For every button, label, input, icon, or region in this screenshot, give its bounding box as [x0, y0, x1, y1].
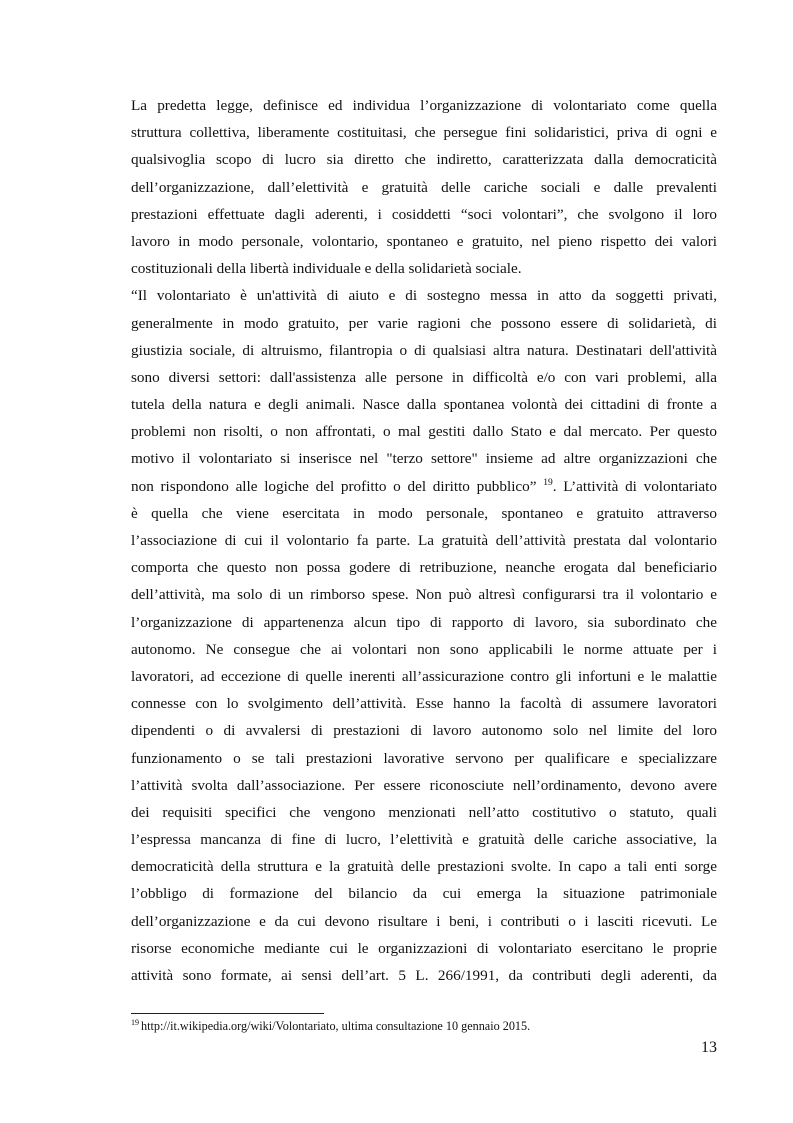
footnote-number: 19	[131, 1017, 139, 1027]
footnote-text[interactable]: http://it.wikipedia.org/wiki/Volontariato, ultima consultazione 10 gennaio 2015.	[141, 1019, 531, 1033]
text-line: l’obbligo di formazione del bilancio da cui emerga la situazione patrimoniale	[131, 885, 717, 903]
text-line: l’organizzazione di appartenenza alcun tipo di rapporto di lavoro, sia subordinato che	[131, 613, 717, 631]
text-line: democraticità della struttura e la gratuità delle prestazioni svolte. In capo a tali enti sorge	[131, 858, 717, 876]
text-line: dei requisiti specifici che vengono menzionati nell’atto costitutivo o statuto, quali	[131, 803, 717, 821]
footnote	[131, 1018, 530, 1034]
text-line: lavoro in modo personale, volontario, spontaneo e gratuito, nel pieno rispetto dei valori	[131, 232, 717, 250]
text-line: problemi non risolti, o non affrontati, o mal gestiti dallo Stato e dal mercato. Per questo	[131, 423, 717, 441]
text-line: connesse con lo svolgimento dell’attività. Esse hanno la facoltà di assumere lavoratori	[131, 695, 717, 713]
text-line: l’espressa mancanza di fine di lucro, l’elettività e gratuità delle cariche associative, la	[131, 831, 717, 849]
text-line: comporta che questo non possa godere di retribuzione, neanche erogata dal beneficiario	[131, 559, 717, 577]
text-line: qualsivoglia scopo di lucro sia diretto che indiretto, caratterizzata dalla democraticità	[131, 151, 717, 169]
text-line: sono diversi settori: dall'assistenza alle persone in difficoltà e/o con vari problemi, alla	[131, 368, 717, 386]
text-line: è quella che viene esercitata in modo personale, spontaneo e gratuito attraverso	[131, 504, 717, 522]
text-line: tutela della natura e degli animali. Nasce dalla spontanea volontà dei cittadini di fronte a	[131, 396, 717, 414]
text-line: attività sono formate, ai sensi dell’art. 5 L. 266/1991, da contributi degli aderenti, da	[131, 967, 717, 984]
text-line: prestazioni effettuate dagli aderenti, i cosiddetti “soci volontari”, che svolgono il loro	[131, 205, 717, 223]
text-line-with-footnote-ref	[131, 473, 717, 500]
page-number: 13	[701, 1039, 717, 1056]
text-line: l’attività svolta dall’associazione. Per essere riconosciute nell’ordinamento, devono avere	[131, 776, 717, 794]
footnote-separator	[131, 1013, 324, 1014]
text-line: dell’attività, ma solo di un rimborso spese. Non può altresì configurarsi tra il volontario e	[131, 586, 717, 604]
text-line: La predetta legge, definisce ed individua l’organizzazione di volontariato come quella	[131, 97, 717, 114]
body-text	[131, 92, 717, 989]
text-line: autonomo. Ne consegue che ai volontari non sono applicabili le norme attuate per i	[131, 640, 717, 658]
text-line: risorse economiche mediante cui le organizzazioni di volontariato esercitano le proprie	[131, 939, 717, 957]
text-line: “Il volontariato è un'attività di aiuto e di sostegno messa in atto da soggetti privati,	[131, 287, 717, 305]
text-line: funzionamento o se tali prestazioni lavorative servono per qualificare e specializzare	[131, 749, 717, 767]
text-line: dipendenti o di avvalersi di prestazioni di lavoro autonomo solo nel limite del loro	[131, 722, 717, 740]
text-segment: non rispondono alle logiche del profitto o del diritto pubblico”	[131, 477, 537, 495]
footnote-reference[interactable]: 19	[543, 477, 553, 488]
text-line: costituzionali della libertà individuale e della solidarietà sociale.	[131, 260, 522, 278]
text-line: generalmente in modo gratuito, per varie ragioni che possono essere di solidarietà, di	[131, 314, 717, 332]
text-line: motivo il volontariato si inserisce nel "terzo settore" insieme ad altre organizzazioni che	[131, 450, 717, 468]
text-line: struttura collettiva, liberamente costituitasi, che persegue fini solidaristici, priva di ogni e	[131, 124, 717, 142]
text-line: giustizia sociale, di altruismo, filantropia o di qualsiasi altra natura. Destinatari dell'attività	[131, 341, 717, 359]
text-segment: . L’attività di volontariato	[552, 477, 717, 495]
text-line: lavoratori, ad eccezione di quelle inerenti all’assicurazione contro gli infortuni e le malattie	[131, 667, 717, 685]
text-line: dell’organizzazione e da cui devono risultare i beni, i contributi o i lasciti ricevuti. Le	[131, 912, 717, 930]
text-line: l’associazione di cui il volontario fa parte. La gratuità dell’attività prestata dal volontario	[131, 532, 717, 549]
text-line: dell’organizzazione, dall’elettività e gratuità delle cariche sociali e dalle prevalenti	[131, 178, 717, 196]
